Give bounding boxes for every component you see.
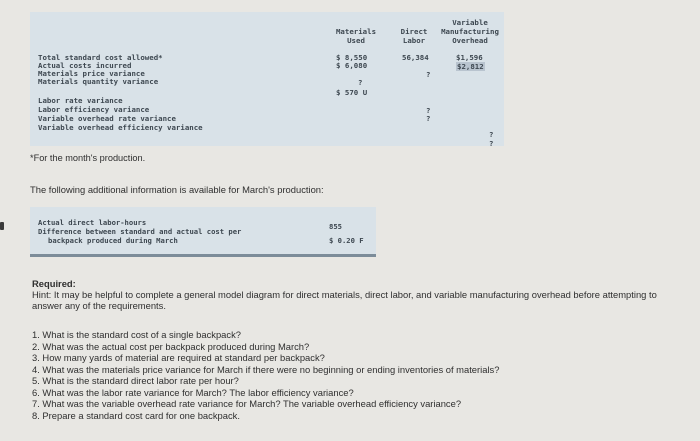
materials-value: ? bbox=[358, 78, 363, 87]
header-labor bbox=[392, 27, 436, 45]
table2-bottom-rule bbox=[30, 254, 376, 257]
overhead-value bbox=[456, 62, 485, 71]
header-overhead bbox=[436, 18, 504, 45]
intro-text: The following additional information is available for March's production: bbox=[30, 184, 324, 195]
header-materials-line1: Materials bbox=[335, 27, 377, 36]
questions-list bbox=[32, 329, 672, 421]
labor-value: ? bbox=[426, 106, 431, 115]
question-item: 7. What was the variable overhead rate variance for March? The variable overhead efficiency variance? bbox=[32, 398, 462, 409]
additional-info-table bbox=[30, 207, 376, 257]
labor-value: 56,384 bbox=[402, 53, 429, 62]
question-item: 5. What is the standard direct labor rate per hour? bbox=[32, 375, 239, 386]
table2-row-label: Difference between standard and actual cost per bbox=[38, 227, 242, 236]
table2-row-label: Actual direct labor-hours bbox=[38, 218, 147, 227]
materials-value: $ 6,080 bbox=[336, 61, 368, 70]
overhead-value: $1,596 bbox=[456, 53, 483, 62]
question-item: 6. What was the labor rate variance for March? The labor efficiency variance? bbox=[32, 386, 354, 398]
footnote: *For the month's production. bbox=[30, 153, 146, 163]
question-item: 2. What was the actual cost per backpack produced during March? bbox=[32, 340, 310, 352]
header-materials-line2: Used bbox=[347, 36, 365, 45]
labor-value: ? bbox=[426, 114, 431, 123]
row-label: Actual costs incurred bbox=[38, 61, 132, 70]
materials-value: $ 570 U bbox=[336, 88, 368, 97]
header-labor-line1: Direct bbox=[400, 27, 428, 36]
overhead-value: ? bbox=[489, 130, 494, 139]
row-label: Variable overhead rate variance bbox=[38, 114, 176, 123]
table2-row-value: $ 0.20 F bbox=[329, 236, 364, 245]
row-label: Labor rate variance bbox=[38, 96, 123, 105]
row-label: Variable overhead efficiency variance bbox=[38, 123, 203, 132]
header-overhead-line1: Variable bbox=[452, 18, 488, 27]
required-section bbox=[32, 278, 672, 311]
required-title: Required: bbox=[32, 278, 76, 289]
overhead-value: ? bbox=[489, 139, 494, 148]
overhead-value-highlight: $2,812 bbox=[457, 62, 484, 71]
table2-row-label: backpack produced during March bbox=[48, 236, 178, 245]
hint-text: Hint: It may be helpful to complete a general model diagram for direct materials, direct labor, and variable manufacturing overhead before attempting to answer any of the requirements. bbox=[32, 289, 657, 311]
row-label: Materials price variance bbox=[38, 69, 145, 78]
question-item: 8. Prepare a standard cost card for one backpack. bbox=[32, 409, 240, 421]
row-label: Total standard cost allowed* bbox=[38, 53, 163, 62]
header-overhead-line3: Overhead bbox=[452, 36, 488, 45]
header-labor-line2: Labor bbox=[402, 36, 426, 45]
question-item: 4. What was the materials price variance for March if there were no beginning or ending inventories of materials? bbox=[32, 363, 500, 375]
labor-value: ? bbox=[426, 70, 431, 79]
question-item: 1. What is the standard cost of a single backpack? bbox=[32, 329, 241, 340]
header-overhead-line2: Manufacturing bbox=[441, 27, 499, 36]
materials-value: $ 8,550 bbox=[336, 53, 368, 62]
row-label: Materials quantity variance bbox=[38, 77, 159, 86]
question-item: 3. How many yards of material are required at standard per backpack? bbox=[32, 352, 325, 363]
variance-table bbox=[30, 12, 504, 146]
table2-row-value: 855 bbox=[329, 222, 342, 231]
row-label: Labor efficiency variance bbox=[38, 105, 150, 114]
page-edge-mark bbox=[0, 222, 4, 230]
header-materials bbox=[326, 27, 386, 45]
